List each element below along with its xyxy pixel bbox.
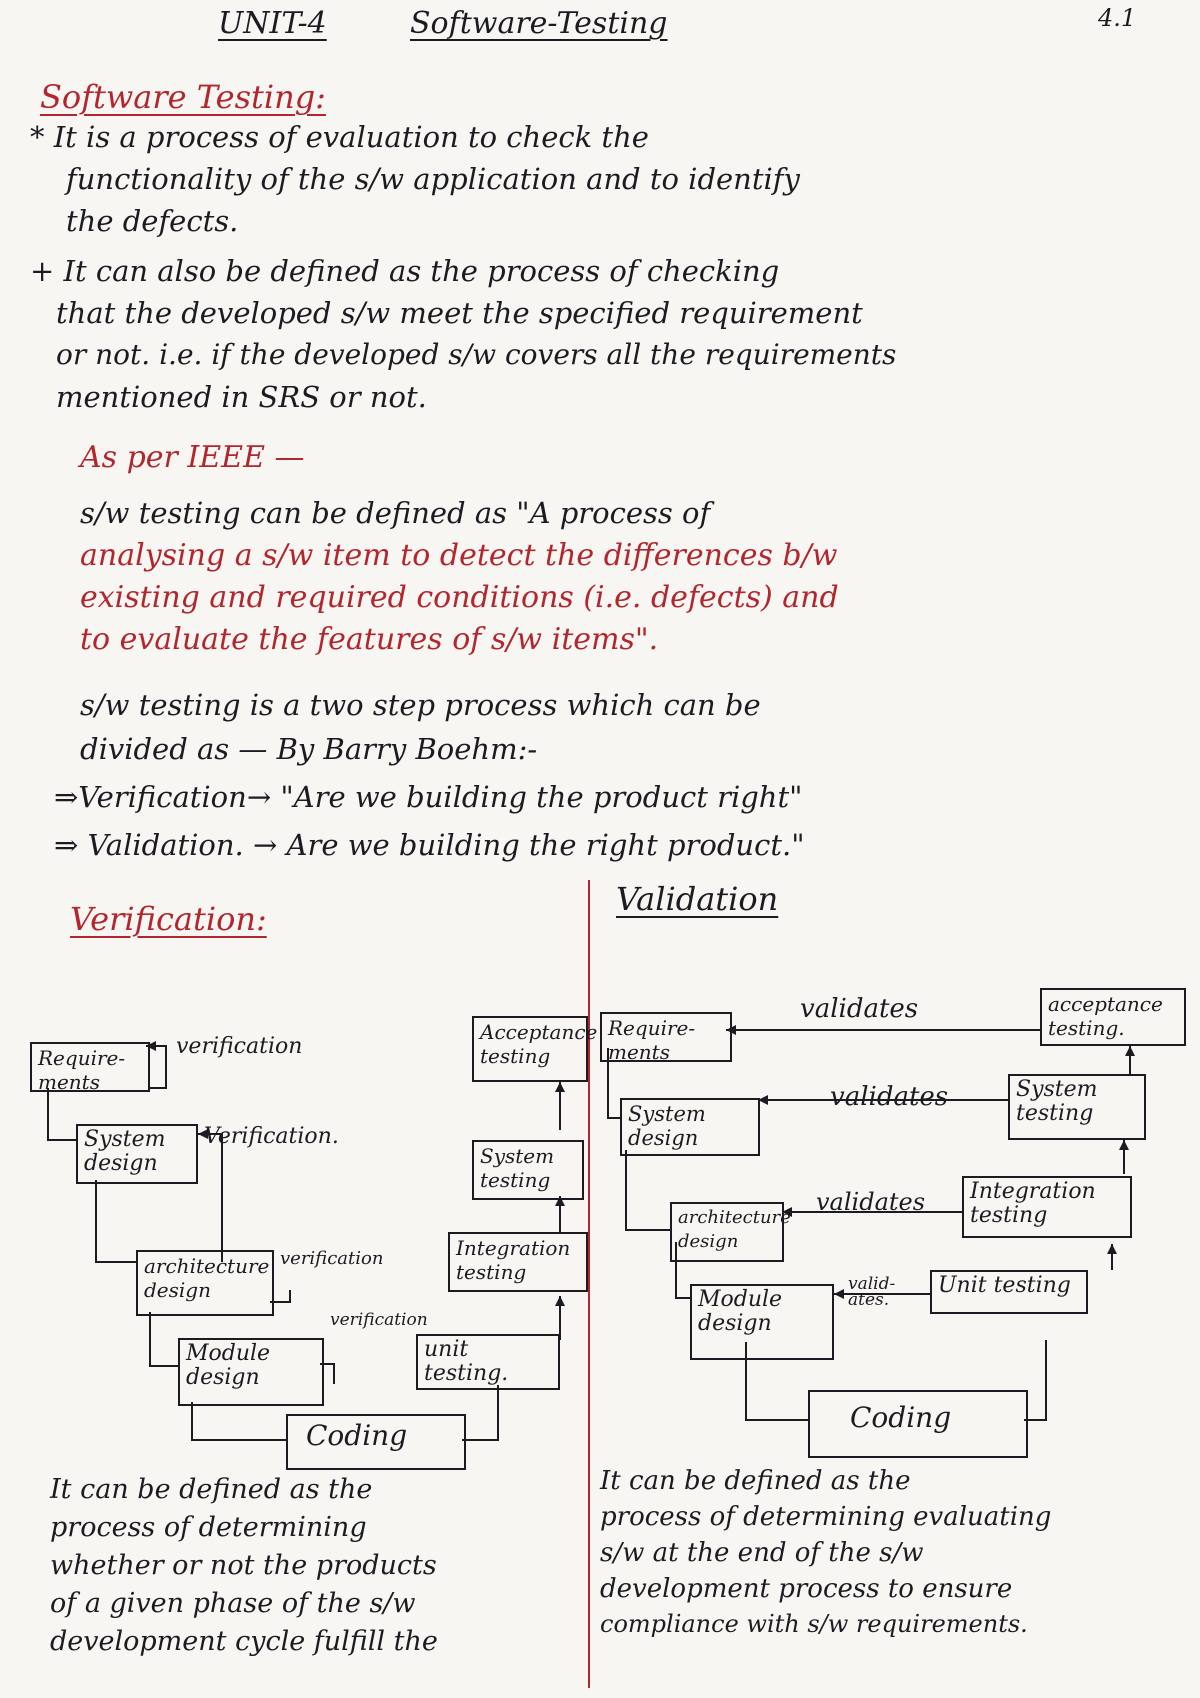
left-module-design-box: Module design	[178, 1338, 324, 1406]
validation-def-line3: s/w at the end of the s/w	[600, 1538, 924, 1568]
right-integration-testing-box: Integration testing	[962, 1176, 1132, 1238]
validation-question: ⇒ Validation. → Are we building the right product."	[54, 828, 805, 862]
right-requirements-box: Require- ments	[600, 1012, 732, 1062]
verification-label-1: verification	[176, 1034, 303, 1059]
validation-def-line4: development process to ensure	[600, 1574, 1013, 1604]
validation-def-line2: process of determining evaluating	[600, 1502, 1052, 1532]
left-requirements-box: Require- ments	[30, 1042, 150, 1092]
two-step-line1: s/w testing is a two step process which can be	[80, 688, 761, 722]
para1-line3: the defects.	[66, 204, 239, 238]
topic-heading: Software-Testing	[410, 6, 668, 41]
left-coding-box: Coding	[286, 1414, 466, 1470]
validation-def-line5: compliance with s/w requirements.	[600, 1610, 1028, 1638]
section-title: Software Testing:	[40, 78, 326, 116]
ieee-line3: existing and required conditions (i.e. defects) and	[80, 580, 839, 615]
validation-def-line1: It can be defined as the	[600, 1466, 911, 1496]
two-step-line2: divided as — By Barry Boehm:-	[80, 732, 538, 766]
validation-title: Validation	[616, 880, 779, 918]
ieee-heading: As per IEEE —	[80, 440, 305, 475]
verification-title: Verification:	[70, 900, 267, 938]
validates-label-2: validates	[830, 1082, 949, 1112]
para2-line1: + It can also be defined as the process of checking	[30, 254, 780, 288]
left-unit-testing-box: unit testing.	[416, 1334, 560, 1390]
verification-question: ⇒Verification→ "Are we building the product right"	[54, 780, 803, 814]
ieee-line4: to evaluate the features of s/w items".	[80, 622, 659, 657]
validates-label-4: valid- ates.	[848, 1274, 896, 1310]
right-unit-testing-box: Unit testing	[930, 1270, 1088, 1314]
right-architecture-design-box: architecture design	[670, 1202, 784, 1262]
ieee-line2: analysing a s/w item to detect the differences b/w	[80, 538, 838, 573]
verification-def-line5: development cycle fulfill the	[50, 1626, 438, 1657]
para2-line4: mentioned in SRS or not.	[56, 380, 427, 414]
right-module-design-box: Module design	[690, 1284, 834, 1360]
right-system-design-box: System design	[620, 1098, 760, 1156]
verification-def-line1: It can be defined as the	[50, 1474, 373, 1505]
verification-def-line4: of a given phase of the s/w	[50, 1588, 416, 1619]
para1-line2: functionality of the s/w application and to identify	[66, 162, 800, 196]
left-architecture-design-box: architecture design	[136, 1250, 274, 1316]
para2-line3: or not. i.e. if the developed s/w covers all the requirements	[56, 338, 897, 371]
left-acceptance-testing-box: Acceptance testing	[472, 1016, 588, 1082]
validates-label-1: validates	[800, 994, 919, 1024]
left-integration-testing-box: Integration testing	[448, 1232, 588, 1292]
ieee-line1: s/w testing can be defined as "A process of	[80, 496, 711, 530]
left-system-design-box: System design	[76, 1124, 198, 1184]
verification-label-4: verification	[330, 1310, 428, 1330]
page-number: 4.1	[1098, 4, 1137, 32]
right-acceptance-testing-box: acceptance testing.	[1040, 988, 1186, 1046]
left-system-testing-box: System testing	[472, 1140, 584, 1200]
para1-line1: * It is a process of evaluation to check the	[30, 120, 649, 154]
verification-def-line3: whether or not the products	[50, 1550, 437, 1581]
right-coding-box: Coding	[808, 1390, 1028, 1458]
validates-label-3: validates	[816, 1188, 926, 1216]
unit-heading: UNIT-4	[218, 6, 327, 41]
right-system-testing-box: System testing	[1008, 1074, 1146, 1140]
verification-def-line2: process of determining	[50, 1512, 367, 1543]
verification-label-2: Verification.	[204, 1124, 339, 1149]
verification-label-3: verification	[280, 1248, 384, 1269]
para2-line2: that the developed s/w meet the specified requirement	[56, 296, 863, 330]
